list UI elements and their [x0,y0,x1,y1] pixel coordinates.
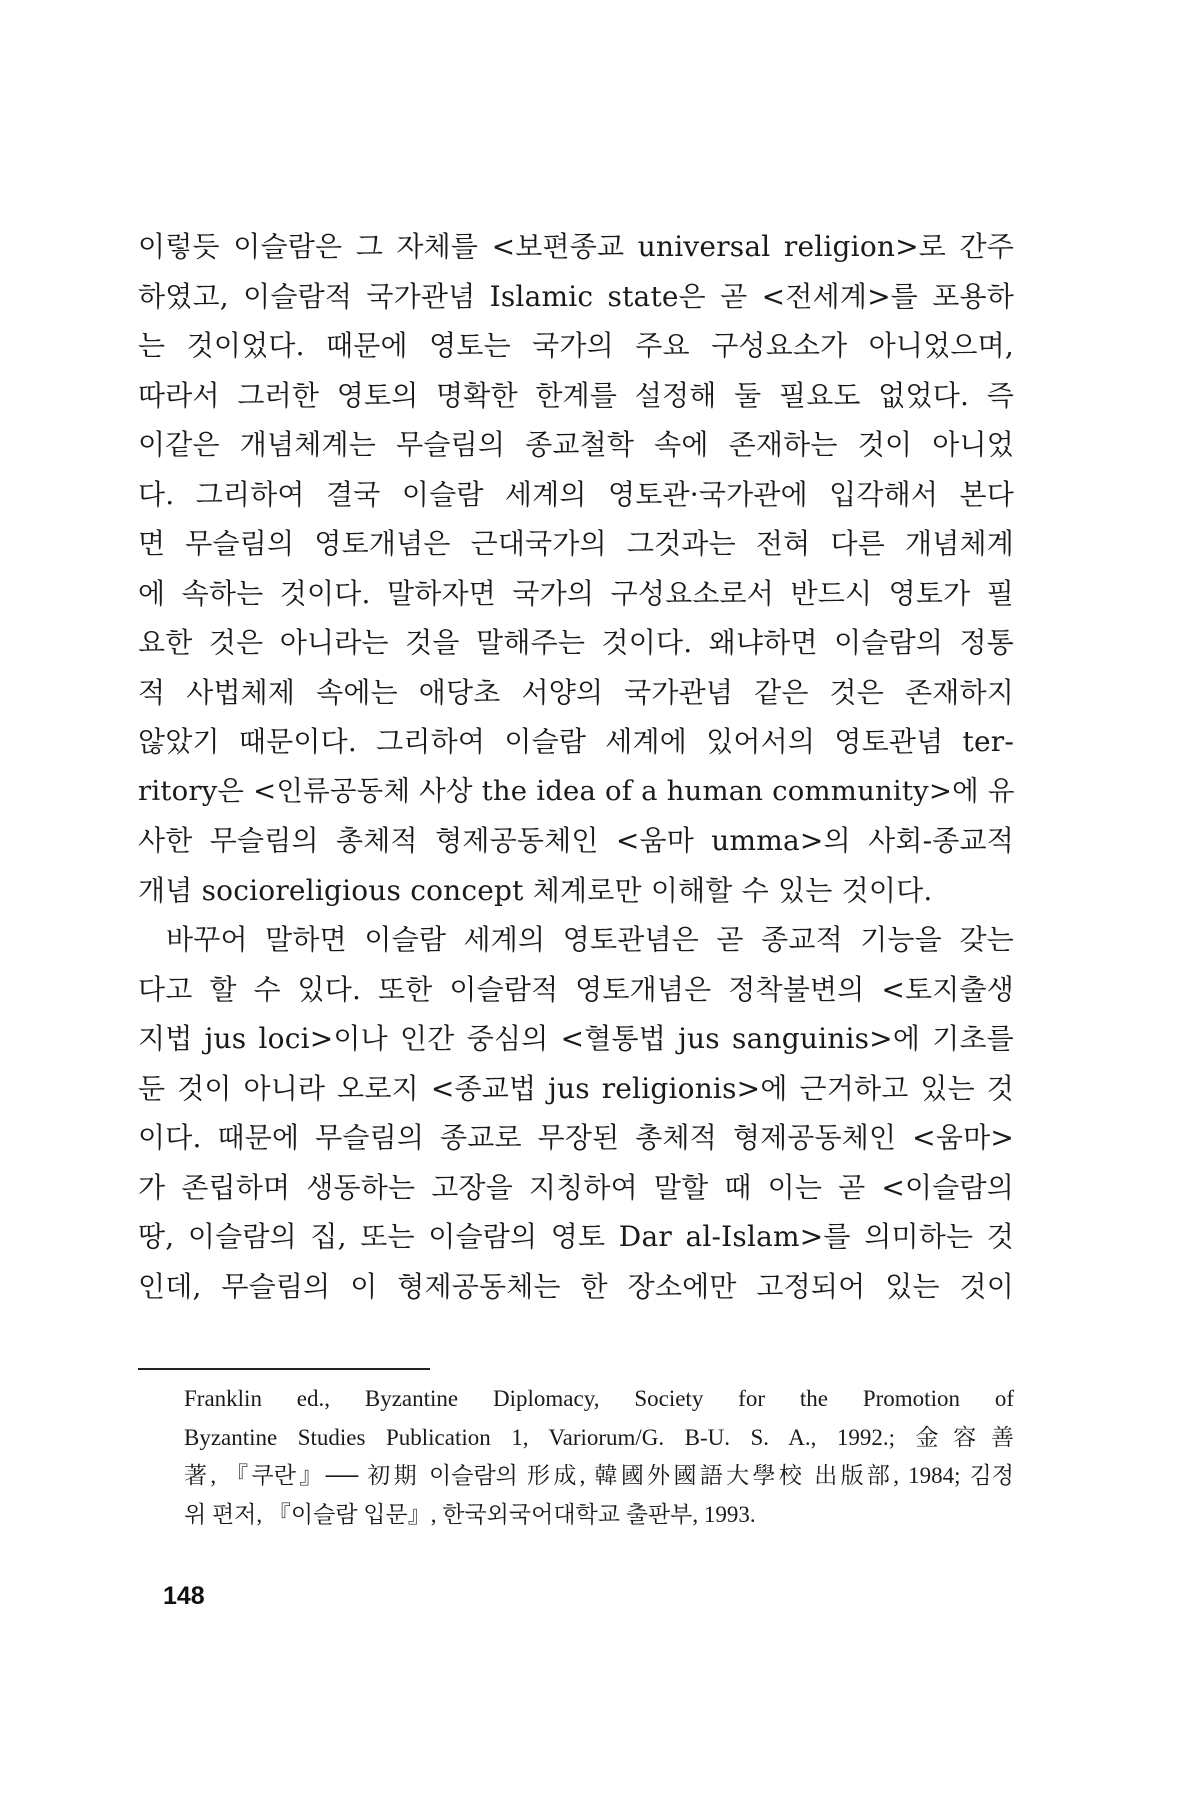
footnote-divider [138,1368,430,1370]
text-line: 사한 무슬림의 총체적 형제공동체인 <움마 umma>의 사회-종교적 [138,824,1014,857]
text-line: 이같은 개념체계는 무슬림의 종교철학 속에 존재하는 것이 아니었 [138,428,1014,461]
text-line: 는 것이었다. 때문에 영토는 국가의 주요 구성요소가 아니었으며, [138,329,1014,362]
text-line: 이렇듯 이슬람은 그 자체를 <보편종교 universal religion>로 간주 [138,230,1014,263]
text-line: 에 속하는 것이다. 말하자면 국가의 구성요소로서 반드시 영토가 필 [138,576,1014,610]
footnote-line: Franklin ed., Byzantine Diplomacy, Society for the Promotion of [184,1386,1014,1411]
text-line: 면 무슬림의 영토개념은 근대국가의 그것과는 전혀 다른 개념체계 [138,527,1014,560]
footnote-line: 著, 『쿠란』── 初期 이슬람의 形成, 韓國外國語大學校 出版部, 1984; 김정 [184,1463,1014,1488]
footnote-line: 위 편저, 『이슬람 입문』, 한국외국어대학교 출판부, 1993. [184,1501,756,1527]
text-line: 따라서 그러한 영토의 명확한 한계를 설정해 둘 필요도 없었다. 즉 [138,378,1014,412]
text-line: 적 사법체제 속에는 애당초 서양의 국가관념 같은 것은 존재하지 [138,675,1014,709]
text-line: ritory은 <인류공동체 사상 the idea of a human community>에 유 [138,774,1015,807]
text-line: 개념 socioreligious concept 체계로만 이해할 수 있는 것이다. [138,873,933,907]
text-line: 다. 그리하여 결국 이슬람 세계의 영토관·국가관에 입각해서 본다 [138,477,1014,511]
footnote [184,1380,1014,1534]
text-line: 하였고, 이슬람적 국가관념 Islamic state은 곧 <전세계>를 포용하 [138,279,1014,313]
text-line: 바꾸어 말하면 이슬람 세계의 영토관념은 곧 종교적 기능을 갖는 [166,923,1014,956]
text-line: 둔 것이 아니라 오로지 <종교법 jus religionis>에 근거하고 있는 것 [138,1071,1014,1105]
text-line: 지법 jus loci>이나 인간 중심의 <혈통법 jus sanguinis>에 기초를 [138,1022,1014,1055]
text-line: 가 존립하며 생동하는 고장을 지칭하여 말할 때 이는 곧 <이슬람의 [138,1170,1014,1204]
text-line: 다고 할 수 있다. 또한 이슬람적 영토개념은 정착불변의 <토지출생 [138,972,1014,1006]
text-line: 않았기 때문이다. 그리하여 이슬람 세계에 있어서의 영토관념 ter- [138,725,1014,758]
footnote-line: Byzantine Studies Publication 1, Variorum/G. B-U. S. A., 1992.; 金容善 [184,1424,1014,1450]
text-line: 요한 것은 아니라는 것을 말해주는 것이다. 왜냐하면 이슬람의 정통 [138,626,1014,659]
body-text [138,222,1014,1311]
text-line: 이다. 때문에 무슬림의 종교로 무장된 총체적 형제공동체인 <움마> [138,1121,1014,1154]
page-number: 148 [163,1582,205,1610]
text-line: 인데, 무슬림의 이 형제공동체는 한 장소에만 고정되어 있는 것이 [138,1269,1014,1303]
text-line: 땅, 이슬람의 집, 또는 이슬람의 영토 Dar al-Islam>를 의미하는 것 [138,1220,1014,1253]
